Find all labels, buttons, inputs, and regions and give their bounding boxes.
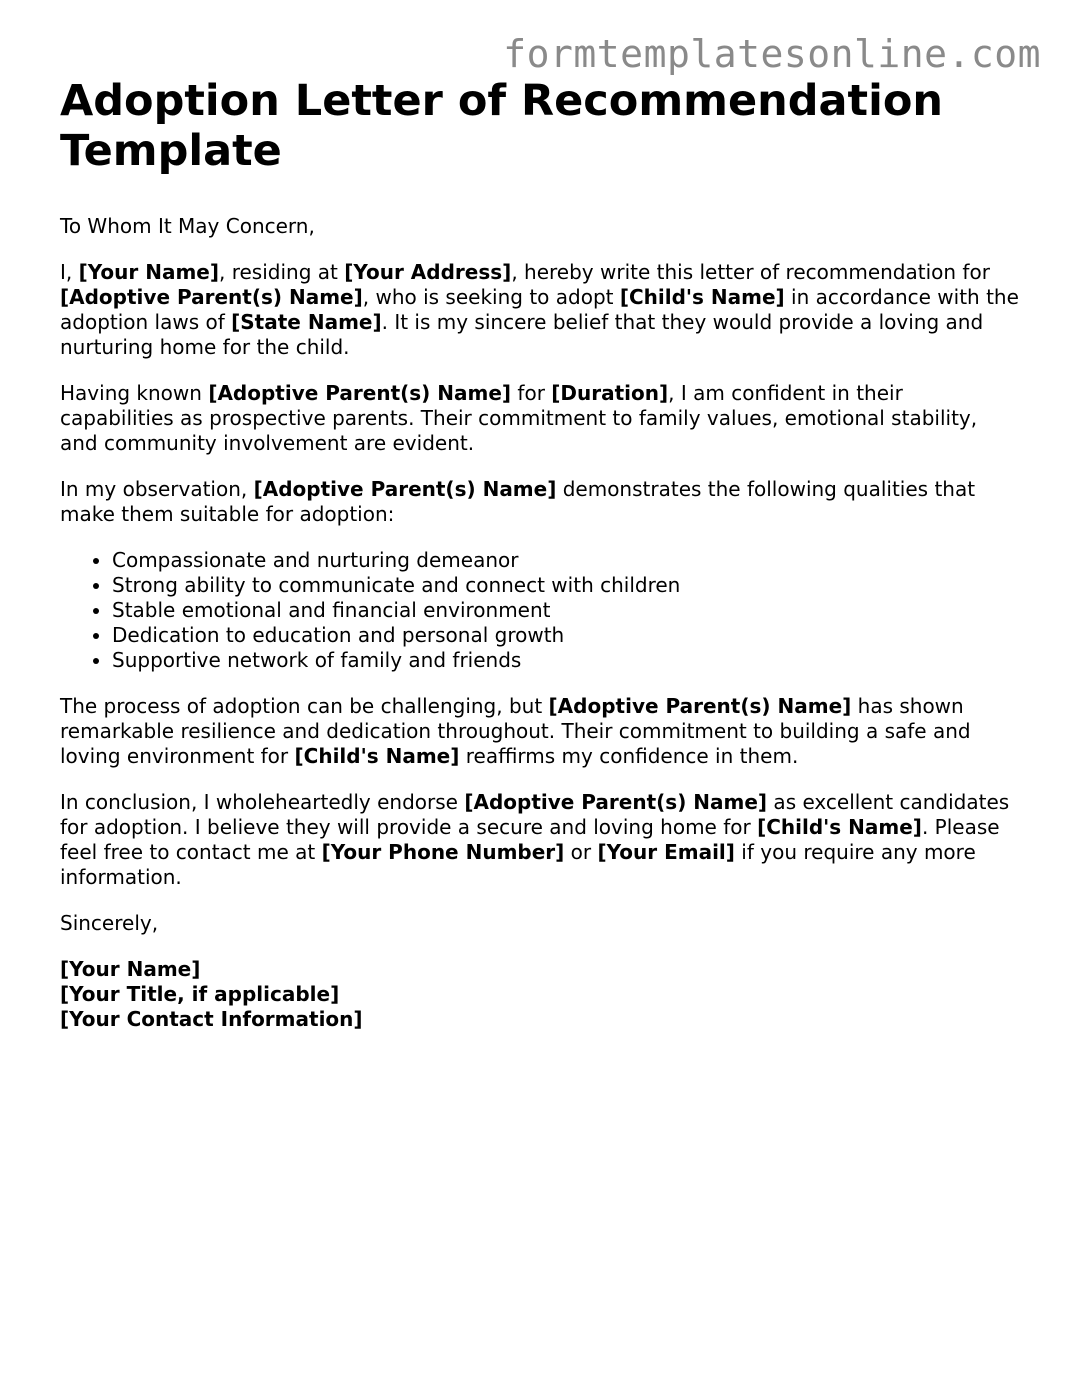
text-segment: The process of adoption can be challenging, but (60, 694, 549, 718)
list-item: • Supportive network of family and friends (112, 648, 1020, 673)
paragraph-acquaintance (60, 381, 1020, 456)
text-segment: Having known (60, 381, 209, 405)
signature-block (60, 957, 1020, 1032)
placeholder-childs-name: [Child's Name] (757, 815, 922, 839)
placeholder-adoptive-parents-name: [Adoptive Parent(s) Name] (208, 381, 512, 405)
text-segment: demonstrates the following qualities that make them suitable for adoption: (60, 477, 976, 526)
placeholder-childs-name: [Child's Name] (294, 744, 460, 768)
text-segment: in accordance with the adoption laws of (60, 285, 1019, 334)
letter-document (60, 76, 1020, 1032)
watermark-text: formtemplatesonline.com (503, 32, 1041, 76)
placeholder-duration: [Duration] (551, 381, 669, 405)
text-segment: , who is seeking to adopt (362, 285, 620, 309)
placeholder-adoptive-parents-name: [Adoptive Parent(s) Name] (464, 790, 768, 814)
text-segment: for (511, 381, 552, 405)
placeholder-adoptive-parents-name: [Adoptive Parent(s) Name] (548, 694, 852, 718)
paragraph-resilience (60, 694, 1020, 769)
signature-title: [Your Title, if applicable] (60, 982, 340, 1006)
text-segment: or (564, 840, 598, 864)
list-item: • Dedication to education and personal growth (112, 623, 1020, 648)
text-segment: as excellent candidates for adoption. I believe they will provide a secure and loving home for (60, 790, 1010, 839)
text-segment: reaffirms my confidence in them. (459, 744, 799, 768)
qualities-list (60, 548, 1020, 673)
list-item: • Compassionate and nurturing demeanor (112, 548, 1020, 573)
text-segment: I, (60, 260, 79, 284)
list-item: • Strong ability to communicate and connect with children (112, 573, 1020, 598)
signature-name: [Your Name] (60, 957, 201, 981)
paragraph-conclusion (60, 790, 1020, 890)
text-segment: In conclusion, I wholeheartedly endorse (60, 790, 465, 814)
salutation: To Whom It May Concern, (60, 214, 315, 238)
paragraph-introduction (60, 260, 1020, 360)
placeholder-childs-name: [Child's Name] (619, 285, 785, 309)
text-segment: , hereby write this letter of recommendation for (511, 260, 990, 284)
placeholder-your-name: [Your Name] (78, 260, 219, 284)
text-segment: has shown remarkable resilience and dedication throughout. Their commitment to building a safe and loving environment for (60, 694, 971, 768)
paragraph-observation (60, 477, 1020, 527)
text-segment: , I am confident in their capabilities as prospective parents. Their commitment to family values, emotional stability, and community involvement are evident. (60, 381, 978, 455)
placeholder-phone-number: [Your Phone Number] (321, 840, 565, 864)
text-segment: . It is my sincere belief that they would provide a loving and nurturing home for the child. (60, 310, 984, 359)
placeholder-your-address: [Your Address] (344, 260, 512, 284)
text-segment: . Please feel free to contact me at (60, 815, 1000, 864)
page-title: Adoption Letter of Recommendation Template (60, 76, 943, 176)
placeholder-email: [Your Email] (597, 840, 735, 864)
closing: Sincerely, (60, 911, 159, 935)
list-item: • Stable emotional and financial environment (112, 598, 1020, 623)
text-segment: , residing at (219, 260, 345, 284)
signature-contact: [Your Contact Information] (60, 1007, 363, 1031)
text-segment: In my observation, (60, 477, 254, 501)
text-segment: if you require any more information. (60, 840, 976, 889)
placeholder-adoptive-parents-name: [Adoptive Parent(s) Name] (253, 477, 557, 501)
placeholder-adoptive-parents-name: [Adoptive Parent(s) Name] (60, 285, 363, 309)
placeholder-state-name: [State Name] (231, 310, 382, 334)
